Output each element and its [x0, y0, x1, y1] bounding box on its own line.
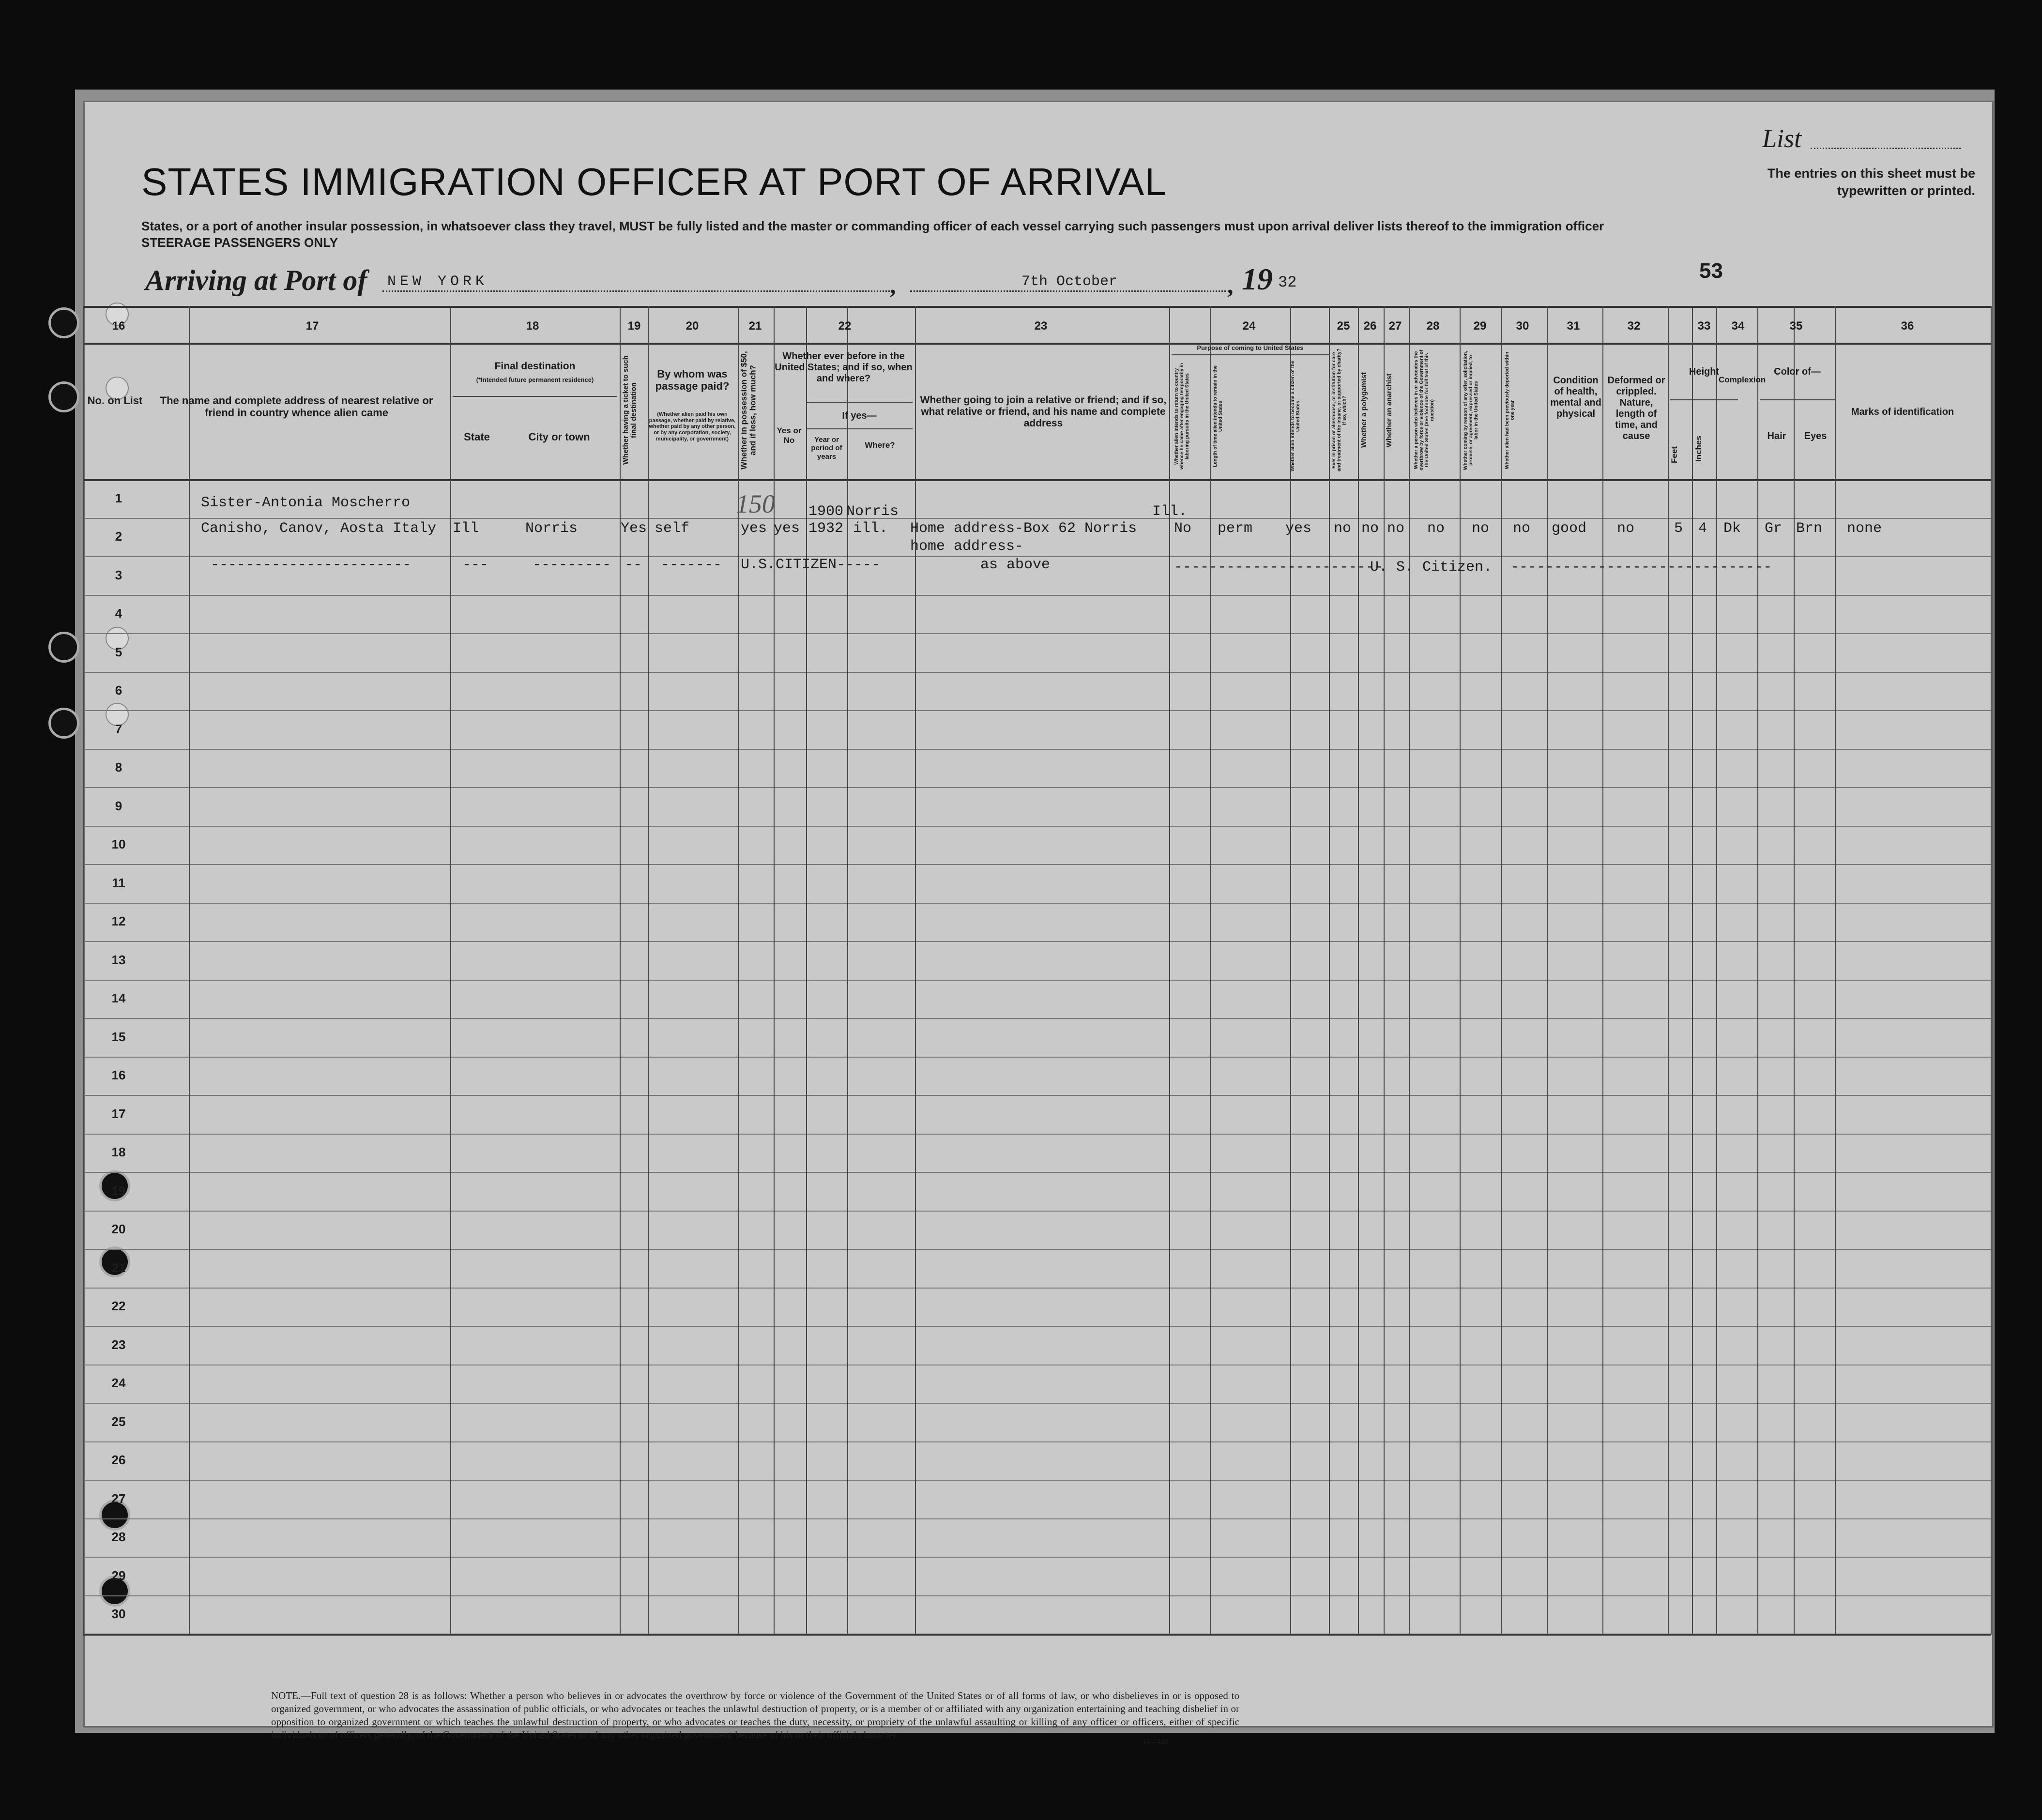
entry-marks: none — [1847, 520, 1882, 537]
column-divider — [1290, 306, 1291, 1635]
column-divider — [1991, 306, 1992, 1635]
entry-year-a: 1900 — [808, 503, 844, 520]
year-prefix: 19 — [1242, 262, 1273, 296]
row-line — [83, 826, 1991, 827]
entry-r2-relative-dash: ----------------------- — [211, 557, 411, 573]
header-inches: Inches — [1694, 436, 1703, 462]
subtitle — [141, 218, 1642, 251]
header-prison: Ever in prison or almshouse, or institution for care and treatment of the insane, or supported by charity? If so, which? — [1331, 349, 1347, 472]
column-number: 16 — [112, 319, 125, 333]
separator-comma: , — [890, 272, 896, 299]
column-divider — [648, 306, 649, 1635]
column-divider — [1210, 306, 1211, 1635]
entry-year-b: 1932 — [808, 520, 844, 537]
entry-relative-line2: Canisho, Canov, Aosta Italy — [201, 520, 437, 537]
row-line — [83, 1595, 1991, 1596]
row-number: 14 — [111, 991, 126, 1006]
page-number: 53 — [1699, 259, 1723, 283]
typewritten-instruction: The entries on this sheet must be typewritten or printed. — [1767, 166, 1975, 198]
binder-ring — [48, 708, 79, 739]
entry-r2-city-dash: --------- — [533, 557, 611, 573]
entry-money-handwritten: 150 — [736, 489, 775, 518]
column-number: 21 — [748, 319, 762, 333]
entry-prison: no — [1334, 520, 1352, 537]
row-number: 26 — [111, 1453, 126, 1468]
entry-r2-us-citizen-text: U. S. Citizen. — [1370, 559, 1493, 576]
year-suffix: 32 — [1278, 273, 1297, 291]
header-where: Where? — [865, 440, 895, 450]
entry-hair: Gr — [1765, 520, 1783, 537]
row-line — [83, 710, 1991, 711]
header-q29: Whether coming by reason of any offer, solicitation, promise, or agreement, expressed or implied, to labor in the United States — [1463, 350, 1479, 470]
row-number: 6 — [115, 683, 122, 698]
header-city: City or town — [528, 431, 590, 443]
entry-where-b: ill. — [853, 520, 888, 537]
entry-join-a: Ill. — [1152, 503, 1188, 520]
entry-return: No — [1174, 520, 1192, 537]
date-line — [910, 290, 1230, 292]
arriving-label: Arriving at Port of — [145, 264, 367, 296]
row-line — [83, 903, 1991, 904]
entry-complexion: Dk — [1723, 520, 1741, 537]
column-divider — [1716, 306, 1717, 1635]
column-number-divider — [83, 343, 1991, 345]
column-divider — [1460, 306, 1461, 1635]
column-divider — [806, 306, 807, 1635]
port-value: NEW YORK — [387, 273, 488, 290]
row-line — [83, 1249, 1991, 1250]
header-bottom-border — [83, 479, 1991, 481]
row-number: 9 — [115, 798, 122, 813]
entry-passage-paid: self — [655, 520, 690, 537]
row-number: 1 — [115, 490, 122, 505]
entry-state: Ill — [453, 520, 479, 537]
header-anarchist: Whether an anarchist — [1385, 373, 1393, 447]
column-number: 24 — [1242, 319, 1256, 333]
row-number: 25 — [111, 1414, 126, 1429]
row-number: 11 — [112, 875, 125, 890]
row-line — [83, 1288, 1991, 1289]
entry-join-d: as above — [980, 557, 1051, 573]
entry-r2-dash-right: ------------------------------ — [1510, 559, 1772, 576]
subtitle-line-2: STEERAGE PASSENGERS ONLY — [141, 235, 338, 250]
ever-before-subline — [806, 402, 913, 403]
row-number: 29 — [111, 1568, 126, 1583]
row-line — [83, 1134, 1991, 1135]
column-divider — [83, 306, 84, 1635]
header-join-relative: Whether going to join a relative or friend; and if so, what relative or friend, and his name and complete address — [920, 394, 1167, 429]
row-line — [83, 980, 1991, 981]
row-line — [83, 1057, 1991, 1058]
entry-length: perm — [1218, 520, 1253, 537]
column-divider — [1794, 306, 1795, 1635]
column-number: 22 — [838, 319, 852, 333]
header-if-yes: If yes— — [842, 410, 877, 421]
column-divider — [1757, 306, 1758, 1635]
list-number-line — [1811, 148, 1961, 149]
form-code: 14—480 — [1143, 1738, 1168, 1745]
header-final-destination: Final destination — [494, 361, 576, 372]
column-number: 36 — [1901, 319, 1914, 333]
header-ever-before: Whether ever before in the United States; and if so, when and where? — [775, 351, 913, 384]
row-number: 21 — [111, 1260, 126, 1275]
header-ticket: Whether having a ticket to such final destination — [622, 355, 638, 465]
row-number: 23 — [111, 1337, 126, 1352]
row-line — [83, 864, 1991, 865]
entry-r2-ticket-dash: -- — [625, 557, 642, 573]
row-line — [83, 1518, 1991, 1519]
header-purpose: Purpose of coming to United States — [1197, 344, 1304, 351]
row-number: 3 — [115, 567, 122, 582]
column-number: 23 — [1034, 319, 1048, 333]
row-number: 24 — [111, 1376, 126, 1391]
header-final-destination-note: (*Intended future permanent residence) — [476, 376, 594, 383]
manifest-sheet — [83, 101, 1994, 1728]
entry-deformed: no — [1617, 520, 1635, 537]
row-number: 28 — [111, 1530, 126, 1545]
column-divider — [1384, 306, 1385, 1635]
column-divider — [1602, 306, 1603, 1635]
column-divider — [620, 306, 621, 1635]
entry-ticket: Yes — [621, 520, 647, 537]
height-subline — [1670, 399, 1738, 400]
color-subline — [1760, 399, 1835, 400]
row-line — [83, 749, 1991, 750]
row-line — [83, 595, 1991, 596]
header-height: Height — [1689, 366, 1720, 377]
column-divider — [450, 306, 451, 1635]
row-line — [83, 1018, 1991, 1019]
row-line — [83, 1557, 1991, 1558]
row-line — [83, 1172, 1991, 1173]
binder-ring — [48, 381, 79, 412]
entry-q29: no — [1472, 520, 1490, 537]
column-number: 19 — [627, 319, 641, 333]
port-line — [382, 290, 893, 292]
column-divider — [1668, 306, 1669, 1635]
subtitle-line-1: States, or a port of another insular possession, in whatsoever class they travel, MUST be fully listed and the master or commanding officer of each vessel carrying such passengers must upon arrival deliver lists thereof to the immigration officer — [141, 219, 1604, 233]
column-divider — [1692, 306, 1693, 1635]
entry-ever-before: yes — [741, 520, 767, 537]
row-number: 22 — [111, 1299, 126, 1314]
row-number: 12 — [111, 914, 126, 929]
header-year-period: Year or period of years — [811, 436, 842, 461]
header-hair: Hair — [1767, 431, 1786, 441]
row-number: 30 — [111, 1607, 126, 1622]
column-divider — [1329, 306, 1330, 1635]
entry-relative-line1: Sister-Antonia Moscherro — [201, 495, 411, 511]
row-number: 13 — [111, 952, 126, 967]
header-passage-paid: By whom was passage paid? — [655, 368, 730, 393]
header-state: State — [464, 431, 490, 443]
entry-feet: 5 — [1674, 520, 1683, 537]
page-title: STATES IMMIGRATION OFFICER AT PORT OF ARRIVAL — [141, 160, 1167, 203]
column-divider — [915, 306, 916, 1635]
header-passage-paid-note: (Whether alien paid his own passage, whether paid by relative, whether paid by any other person, or by any corporation, society, municipality, or government) — [649, 411, 736, 442]
column-number: 29 — [1473, 319, 1487, 333]
entry-q30: no — [1513, 520, 1531, 537]
row-number: 16 — [111, 1068, 126, 1083]
column-number: 28 — [1426, 319, 1440, 333]
column-divider — [1547, 306, 1548, 1635]
table-top-border — [83, 306, 1991, 308]
binder-ring — [48, 307, 79, 338]
entry-where-a: Norris — [846, 503, 899, 520]
column-divider — [1358, 306, 1359, 1635]
row-line — [83, 787, 1991, 788]
header-yes-no: Yes or No — [777, 426, 802, 445]
header-color-of: Color of— — [1774, 366, 1821, 377]
header-possession-50: Whether in possession of $50, and if less, how much? — [739, 351, 758, 470]
entry-anarchist: no — [1387, 520, 1405, 537]
row-number: 10 — [111, 837, 126, 852]
entry-city: Norris — [525, 520, 578, 537]
entry-r2-state-dash: --- — [462, 557, 489, 573]
row-number: 27 — [111, 1491, 126, 1506]
entry-q28: no — [1427, 520, 1445, 537]
column-number: 26 — [1363, 319, 1377, 333]
entry-r2-dash-left: ------------------------ — [1174, 559, 1384, 576]
column-number: 31 — [1567, 319, 1580, 333]
header-eyes: Eyes — [1804, 431, 1827, 441]
if-yes-subline — [806, 428, 913, 429]
row-line — [83, 633, 1991, 634]
column-number: 27 — [1388, 319, 1402, 333]
header-q28: Whether a person who believes in or advocates the overthrow by force or violence of the Government of the United States (See footnote for full text of this question) — [1414, 349, 1435, 471]
row-line — [83, 518, 1991, 519]
row-number: 7 — [115, 721, 122, 736]
column-number: 18 — [526, 319, 539, 333]
entry-join-b: Home address-Box 62 Norris — [910, 520, 1137, 537]
arrival-date: 7th October — [1021, 273, 1118, 290]
entry-r2-us-citizen: U.S.CITIZEN----- — [741, 557, 881, 573]
entry-ever-before-yes: yes — [774, 520, 800, 537]
row-number: 17 — [111, 1106, 126, 1121]
entry-r2-paid-dash: ------- — [661, 557, 722, 573]
column-number: 30 — [1516, 319, 1529, 333]
entry-eyes: Brn — [1796, 520, 1823, 537]
column-number: 17 — [305, 319, 319, 333]
row-number: 19 — [111, 1183, 126, 1198]
row-line — [83, 941, 1991, 942]
entry-inches: 4 — [1698, 520, 1707, 537]
row-line — [83, 1403, 1991, 1404]
header-purpose-citizen: Whether alien intends to become a citizen of the United States — [1290, 361, 1301, 472]
column-number: 33 — [1697, 319, 1711, 333]
column-divider — [1501, 306, 1502, 1635]
row-number: 18 — [111, 1145, 126, 1160]
entry-join-c: home address- — [910, 538, 1024, 555]
header-purpose-length: Length of time alien intends to remain in the United States — [1213, 365, 1223, 468]
row-line — [83, 1211, 1991, 1212]
row-number: 8 — [115, 760, 122, 775]
column-number: 25 — [1337, 319, 1350, 333]
header-nearest-relative: The name and complete address of nearest relative or friend in country whence alien came — [160, 394, 433, 419]
column-divider — [1409, 306, 1410, 1635]
column-divider — [1835, 306, 1836, 1635]
final-destination-subline — [453, 396, 617, 397]
header-purpose-return: Whether alien intends to return to country whence he came after engaging temporarily in laboring pursuits in the United States — [1174, 363, 1190, 470]
list-label: List — [1762, 124, 1802, 153]
purpose-subline — [1172, 354, 1329, 355]
header-complexion: Complexion — [1719, 375, 1766, 384]
column-number: 20 — [686, 319, 699, 333]
header-no-on-list: No. on List — [87, 394, 143, 407]
row-line — [83, 1480, 1991, 1481]
footnote-question-28: NOTE.—Full text of question 28 is as follows: Whether a person who believes in or advocates the overthrow by force or violence of the Government of the United States or of all forms of law, or who disbelieves in or is opposed to organized government, or who advocates the assassination of public officials, or who advocates or teaches the unlawful destruction of property, or is a member of or affiliated with any organization entertaining and teaching disbelief in or opposition to organized government or which teaches the unlawful destruction of property, or who advocates or teaches the duty, necessity, or propriety of the unlawful assaulting or killing of any officer or officers, either of specific individuals or of officers generally, of the Government of the United States or of any other organized government because of his or their official character. — [271, 1690, 1239, 1741]
column-number: 35 — [1789, 319, 1803, 333]
row-line — [83, 1095, 1991, 1096]
row-number: 2 — [115, 529, 122, 544]
row-line — [83, 1441, 1991, 1442]
column-divider — [189, 306, 190, 1635]
header-deformed: Deformed or crippled. Nature, length of time, and cause — [1607, 375, 1665, 441]
row-number: 20 — [111, 1222, 126, 1237]
column-number: 32 — [1627, 319, 1641, 333]
separator-comma: , — [1227, 272, 1234, 299]
entry-health: good — [1552, 520, 1587, 537]
row-number: 5 — [115, 644, 122, 659]
row-line — [83, 672, 1991, 673]
header-health: Condition of health, mental and physical — [1550, 375, 1601, 419]
header-q30: Whether alien had been previously deported within one year — [1505, 351, 1515, 469]
header-marks: Marks of identification — [1851, 407, 1954, 417]
row-number: 15 — [111, 1029, 126, 1044]
table-bottom-border — [83, 1634, 1991, 1636]
header-feet: Feet — [1670, 446, 1679, 464]
entry-polygamist: no — [1361, 520, 1379, 537]
column-number: 34 — [1731, 319, 1745, 333]
row-number: 4 — [115, 606, 122, 621]
row-line — [83, 1326, 1991, 1327]
entry-citizen-intent: yes — [1285, 520, 1312, 537]
binder-ring — [48, 632, 79, 663]
header-polygamist: Whether a polygamist — [1360, 372, 1368, 448]
